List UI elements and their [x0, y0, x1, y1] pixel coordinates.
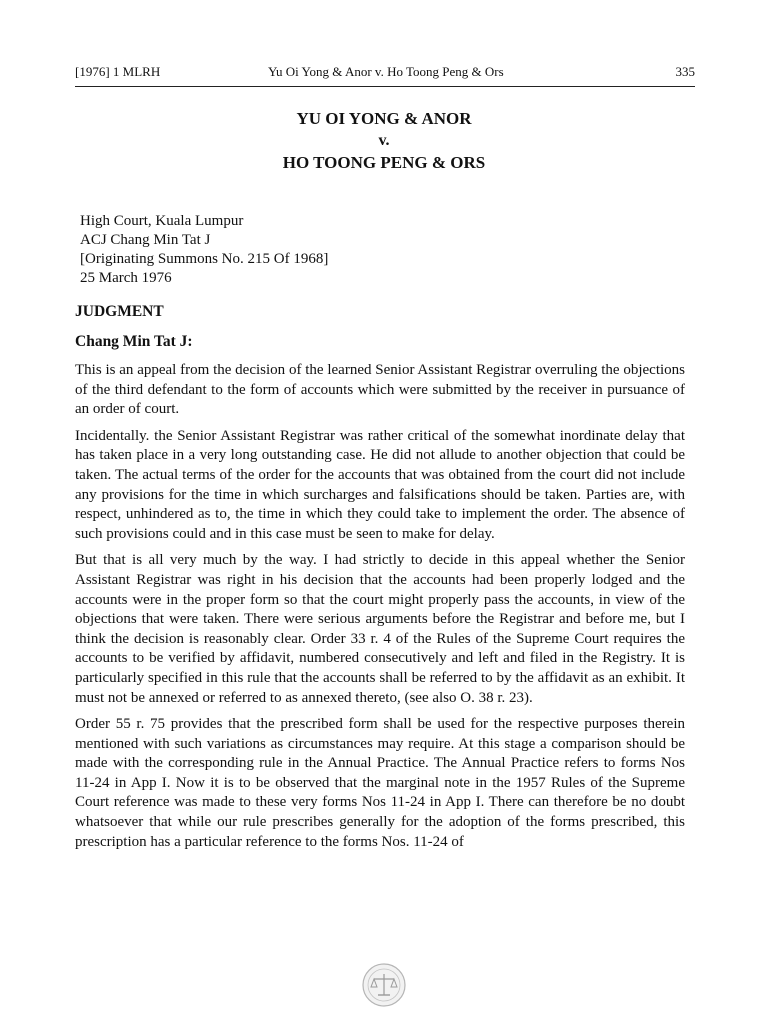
case-title-defendants: HO TOONG PENG & ORS: [282, 153, 486, 172]
judge-name: ACJ Chang Min Tat J: [80, 232, 211, 248]
paragraph-2: Incidentally. the Senior Assistant Registrar was rather critical of the somewhat inordinate delay that has taken place in a very long outstanding case. He did not allude to another objection that could be taken. The actual terms of the order for the accounts that was obtained from the court did not include any provisions for the time in which surcharges and falsifications should be taken. Parties are, with respect, unhindered as to, the time in which they could take to implement the order. The absence of such provisions could and in this case must be seen to make for delay.: [75, 427, 685, 542]
judgment-body: [75, 361, 685, 859]
case-metadata: [80, 212, 328, 288]
header-case-name: Yu Oi Yong & Anor v. Ho Toong Peng & Ors: [268, 64, 504, 79]
running-header: [75, 64, 695, 87]
court-name: High Court, Kuala Lumpur: [80, 213, 244, 229]
case-title: [0, 108, 768, 174]
paragraph-3: But that is all very much by the way. I had strictly to decide in this appeal whether the Senior Assistant Registrar was right in his decision that the accounts had been properly lodged and the accounts were in the proper form so that the court might properly pass the accounts, in view of the objections that were taken. There were serious arguments before the Registrar and before me, but I think the decision is reasonably clear. Order 33 r. 4 of the Rules of the Supreme Court requires the accounts to be verified by affidavit, numbered consecutively and left and filed in the Registry. It is particularly specified in this rule that the accounts shall be referred to by the affidavit as an exhibit. It must not be annexed or referred to as annexed thereto, (see also O. 38 r. 23).: [75, 552, 685, 706]
judgment-heading: JUDGMENT: [75, 303, 164, 320]
header-page-number: 335: [675, 64, 695, 79]
header-citation: [1976] 1 MLRH: [75, 64, 161, 79]
case-title-versus: v.: [378, 132, 390, 149]
case-number: [Originating Summons No. 215 Of 1968]: [80, 251, 329, 267]
court-seal-watermark-icon: [361, 962, 407, 1008]
judgment-date: 25 March 1976: [80, 270, 172, 286]
paragraph-4: Order 55 r. 75 provides that the prescribed form shall be used for the respective purposes therein mentioned with such variations as circumstances may require. At this stage a comparison should be made with the corresponding rule in the Annual Practice. The Annual Practice refers to forms Nos 11-24 in App I. Now it is to be observed that the marginal note in the 1957 Rules of the Supreme Court reference was made to these very forms Nos 11-24 in App I. There can therefore be no doubt whatsoever that while our rule prescribes generally for the adoption of the forms prescribed, this prescription has a particular reference to the forms Nos. 11-24 of: [75, 716, 685, 850]
case-title-plaintiffs: YU OI YONG & ANOR: [296, 109, 472, 128]
judge-heading: Chang Min Tat J:: [75, 333, 193, 350]
paragraph-1: This is an appeal from the decision of the learned Senior Assistant Registrar overruling the objections of the third defendant to the form of accounts which were submitted by the receiver in pursuance of an order of court.: [75, 362, 685, 418]
